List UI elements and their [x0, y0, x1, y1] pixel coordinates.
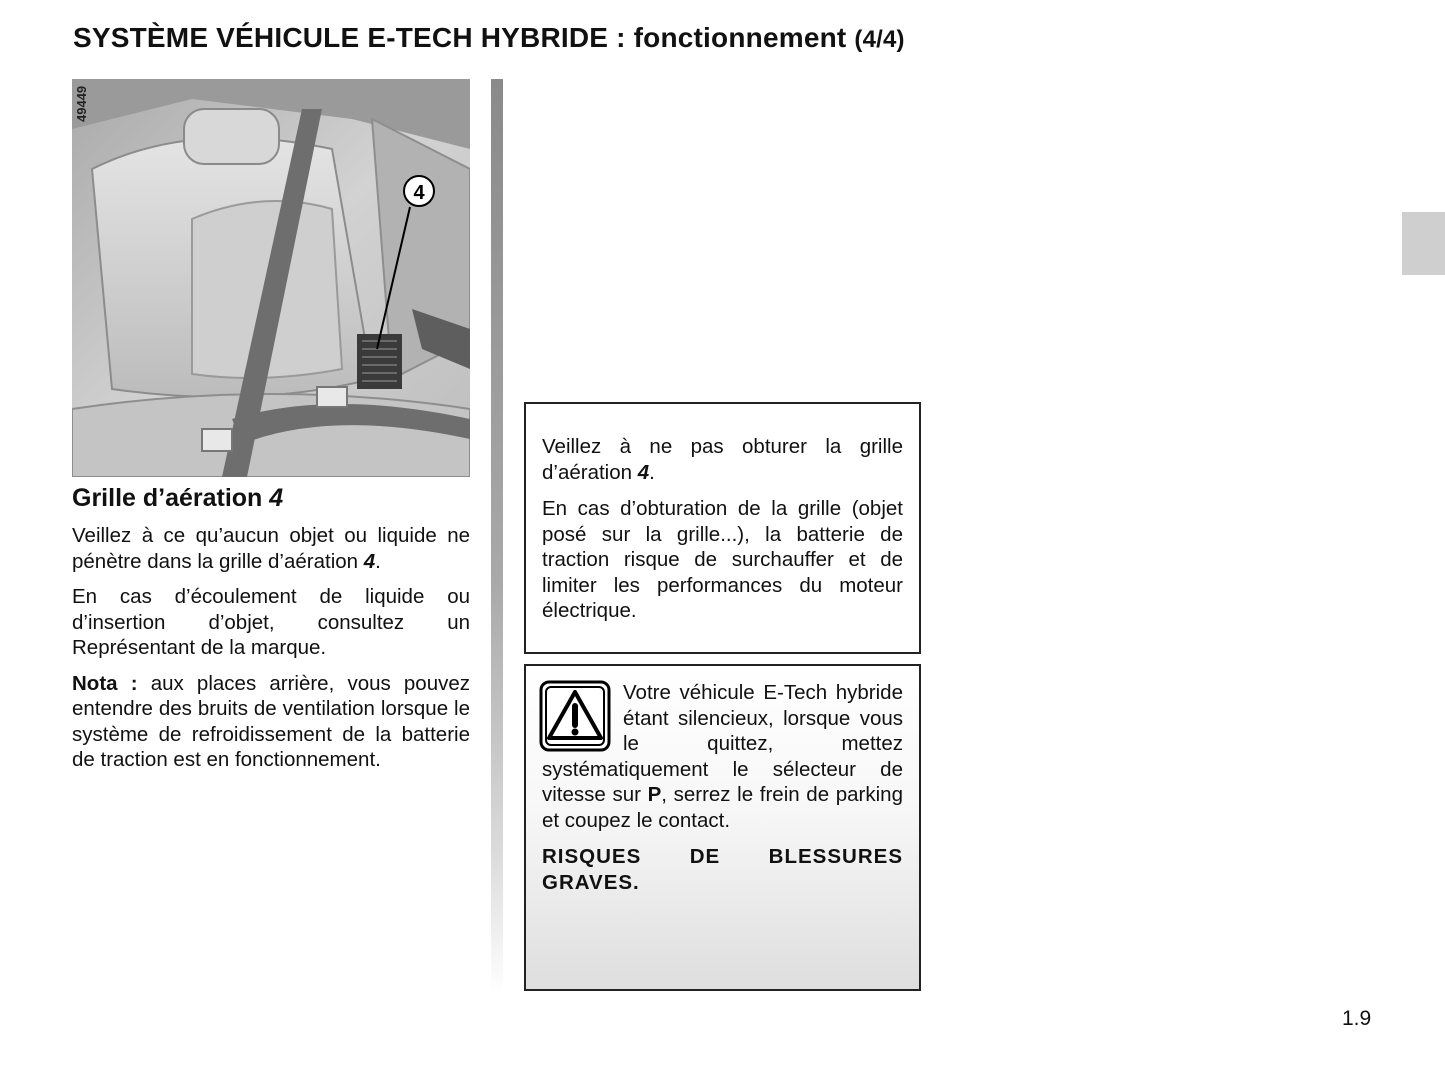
warning-gear: P — [647, 783, 662, 806]
info-box-p1-ref: 4 — [637, 460, 650, 484]
rear-seat-illustration — [72, 79, 470, 477]
warning-caps-line: RISQUES DE BLESSURES GRAVES. — [542, 845, 903, 894]
nota-text: aux places arrière, vous pouvez entendre des bruits de ventilation lorsque le système de refroidissement de la batterie de traction est en fonctionnement. — [72, 671, 471, 771]
info-box-paragraph-1 — [542, 434, 903, 485]
warning-triangle-icon — [539, 680, 611, 752]
callout-number: 4 — [413, 182, 425, 204]
paragraph-no-objects-ref: 4 — [363, 549, 376, 573]
warning-box — [524, 664, 921, 991]
warning-text-before: Votre véhicule E-Tech hybride étant silencieux, lorsque vous le quittez, mettez systématiquement le sélecteur de vitesse sur — [542, 681, 903, 806]
info-box-paragraph-2: En cas d’obturation de la grille (objet posé sur la grille...), la batterie de traction risque de surchauffer et de limiter les performances du moteur électrique. — [542, 497, 903, 622]
info-box-p1-end: . — [649, 460, 655, 484]
nota-label: Nota : — [72, 671, 138, 695]
figure-code: 49449 — [74, 85, 89, 122]
page-number: 1.9 — [1342, 1007, 1372, 1030]
paragraph-no-objects — [72, 523, 470, 574]
section-heading-text: Grille d’aération — [72, 484, 263, 512]
chapter-tab — [1402, 212, 1445, 275]
left-column — [72, 484, 470, 783]
paragraph-no-objects-end: . — [375, 549, 381, 573]
page-title-main: SYSTÈME VÉHICULE E-TECH HYBRIDE : fonctionnement — [73, 22, 847, 53]
warning-text-after: , serrez le frein de parking et coupez le contact. — [542, 783, 903, 832]
info-box — [524, 402, 921, 654]
paragraph-no-objects-text: Veillez à ce qu’aucun objet ou liquide ne pénètre dans la grille d’aération — [72, 524, 470, 573]
page-title-suffix: (4/4) — [854, 26, 905, 53]
rear-seat-drawing — [72, 79, 470, 477]
section-heading — [72, 484, 470, 513]
section-heading-ref: 4 — [269, 484, 284, 512]
paragraph-nota — [72, 671, 470, 773]
column-divider — [491, 79, 503, 994]
info-box-p1-text: Veillez à ne pas obturer la grille d’aération — [542, 435, 903, 484]
page-title — [73, 22, 905, 54]
paragraph-spill: En cas d’écoulement de liquide ou d’insertion d’objet, consultez un Représentant de la marque. — [72, 585, 470, 659]
